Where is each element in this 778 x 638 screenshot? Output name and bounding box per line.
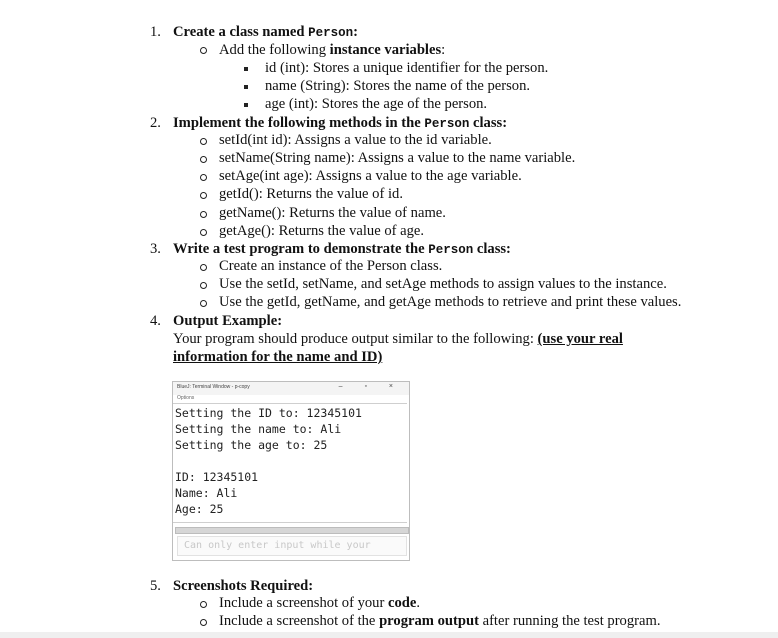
bullet-circle-icon [200, 601, 207, 608]
variable-id: id (int): Stores a unique identifier for the person. [265, 60, 549, 76]
class-name-code: Person [308, 26, 354, 40]
section-3-number: 3. [150, 241, 161, 257]
bullet-circle-icon [200, 156, 207, 163]
terminal-input[interactable] [177, 536, 407, 556]
section-4-title: Output Example: [173, 313, 283, 329]
terminal-input-placeholder: Can only enter input while your [184, 540, 371, 551]
bullet-circle-icon [200, 211, 207, 218]
class-name-code: Person [428, 243, 474, 257]
method-getage: getAge(): Returns the value of age. [219, 223, 425, 239]
section-1-heading [150, 24, 161, 41]
section-5-number: 5. [150, 578, 161, 594]
terminal-line: Setting the age to: 25 [175, 438, 328, 452]
terminal-window [172, 381, 410, 561]
bullet-circle-icon [200, 229, 207, 236]
screenshot-output-item: Include a screenshot of the program output after running the test program. [219, 613, 661, 629]
bullet-square-icon [244, 103, 248, 107]
terminal-line: Age: 25 [175, 502, 224, 516]
variable-age: age (int): Stores the age of the person. [265, 96, 488, 112]
section-4-description-cont: information for the name and ID) [173, 349, 383, 365]
page-bottom-edge [0, 632, 778, 638]
section-3-title: Write a test program to demonstrate the Person class: [173, 241, 511, 257]
method-setname: setName(String name): Assigns a value to the name variable. [219, 150, 576, 166]
test-step-3: Use the getId, getName, and getAge methods to retrieve and print these values. [219, 294, 682, 310]
bullet-circle-icon [200, 282, 207, 289]
section-1-title: Create a class named Person: [173, 24, 358, 40]
terminal-title: BlueJ: Terminal Window - p-copy [177, 384, 250, 390]
variable-name: name (String): Stores the name of the person. [265, 78, 531, 94]
bullet-circle-icon [200, 619, 207, 626]
method-setid: setId(int id): Assigns a value to the id variable. [219, 132, 492, 148]
class-name-code: Person [424, 117, 470, 131]
bullet-square-icon [244, 67, 248, 71]
terminal-options-menu[interactable]: Options [177, 395, 195, 401]
bullet-circle-icon [200, 47, 207, 54]
section-1-subitem: Add the following instance variables: [219, 42, 446, 58]
test-step-1: Create an instance of the Person class. [219, 258, 443, 274]
terminal-line: Name: Ali [175, 486, 238, 500]
window-controls[interactable]: – ▫ × [338, 383, 403, 390]
terminal-scrollbar[interactable] [175, 527, 409, 534]
terminal-line: Setting the ID to: 12345101 [175, 406, 362, 420]
terminal-output [173, 403, 407, 523]
screenshot-code-item: Include a screenshot of your code. [219, 595, 421, 611]
bullet-circle-icon [200, 138, 207, 145]
bullet-circle-icon [200, 174, 207, 181]
method-getname: getName(): Returns the value of name. [219, 205, 446, 221]
terminal-titlebar [173, 382, 409, 395]
section-2-title: Implement the following methods in the Person class: [173, 115, 508, 131]
bullet-circle-icon [200, 300, 207, 307]
section-2-number: 2. [150, 115, 161, 131]
terminal-line: Setting the name to: Ali [175, 422, 342, 436]
section-5-title: Screenshots Required: [173, 578, 314, 594]
section-4-description: Your program should produce output similar to the following: (use your real [173, 331, 623, 347]
bullet-circle-icon [200, 192, 207, 199]
section-1-number: 1. [150, 24, 161, 40]
bullet-square-icon [244, 85, 248, 89]
method-setage: setAge(int age): Assigns a value to the age variable. [219, 168, 522, 184]
method-getid: getId(): Returns the value of id. [219, 186, 403, 202]
terminal-line: ID: 12345101 [175, 470, 259, 484]
bullet-circle-icon [200, 264, 207, 271]
section-4-number: 4. [150, 313, 161, 329]
test-step-2: Use the setId, setName, and setAge methods to assign values to the instance. [219, 276, 667, 292]
